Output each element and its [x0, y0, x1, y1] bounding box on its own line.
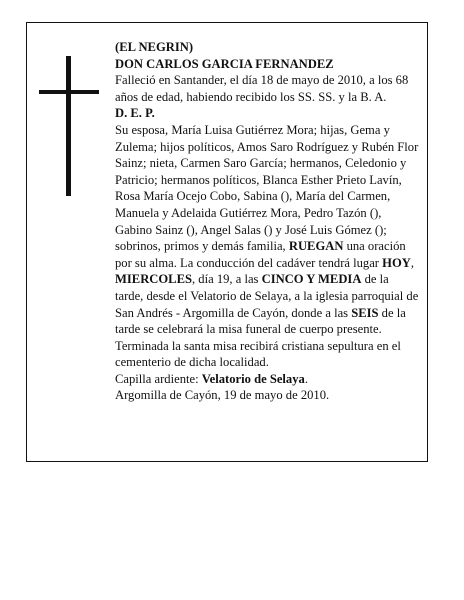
route-text: de la tarde, desde el Velatorio de Selaya, a la iglesia parroquial de San Andrés - Argomilla de Cayón, donde a las: [115, 272, 419, 320]
family-paragraph: [115, 122, 419, 371]
place-date: Argomilla de Cayón, 19 de mayo de 2010.: [115, 388, 330, 403]
ruegan-text: RUEGAN: [288, 239, 344, 254]
cross-icon: [66, 56, 71, 196]
obituary-text: [115, 39, 419, 404]
prayer-text: una oración por su alma. La conducción del cadáver tendrá lugar: [115, 239, 406, 270]
family-list: Su esposa, María Luisa Gutiérrez Mora; hijas, Gema y Zulema; hijos políticos, Amos Saro Rodríguez y Rubén Flor Sainz; nieta, Carmen Saro García; hermanos, Celedonio y Patricio; hermanos políticos, Blanca Esther Prieto Lavín, Rosa María Ocejo Cobo, Sabina (), María del Carmen, Manuela y Adelaida Gutiérrez Mora, Pedro Tazón (), Gabino Sainz (), Angel Salas () y José Luis Gómez (); sobrinos, primos y demás familia,: [115, 122, 419, 254]
cross-icon-bar: [39, 90, 99, 94]
time-text: CINCO Y MEDIA: [261, 272, 362, 287]
obituary-notice: [26, 22, 428, 462]
mass-time-text: SEIS: [351, 305, 379, 320]
mass-text: de la tarde se celebrará la misa funeral de cuerpo presente. Terminada la santa misa recibirá cristiana sepultura en el cementerio de dicha localidad.: [115, 305, 406, 370]
dep-heading: D. E. P.: [115, 106, 155, 121]
weekday-text: MIERCOLES: [115, 272, 192, 287]
day-text: , día 19, a las: [191, 272, 262, 287]
chapel-label: Capilla ardiente:: [115, 371, 202, 386]
separator: ,: [410, 255, 414, 270]
deceased-name: DON CARLOS GARCIA FERNANDEZ: [115, 56, 334, 71]
chapel-name: Velatorio de Selaya: [201, 371, 305, 386]
chapel-end: .: [304, 371, 308, 386]
nickname: (EL NEGRIN): [115, 40, 194, 54]
chapel-line: [115, 371, 419, 388]
hoy-text: HOY: [382, 255, 411, 270]
death-statement: Falleció en Santander, el día 18 de mayo de 2010, a los 68 años de edad, habiendo recibido los SS. SS. y la B. A.: [115, 73, 409, 104]
